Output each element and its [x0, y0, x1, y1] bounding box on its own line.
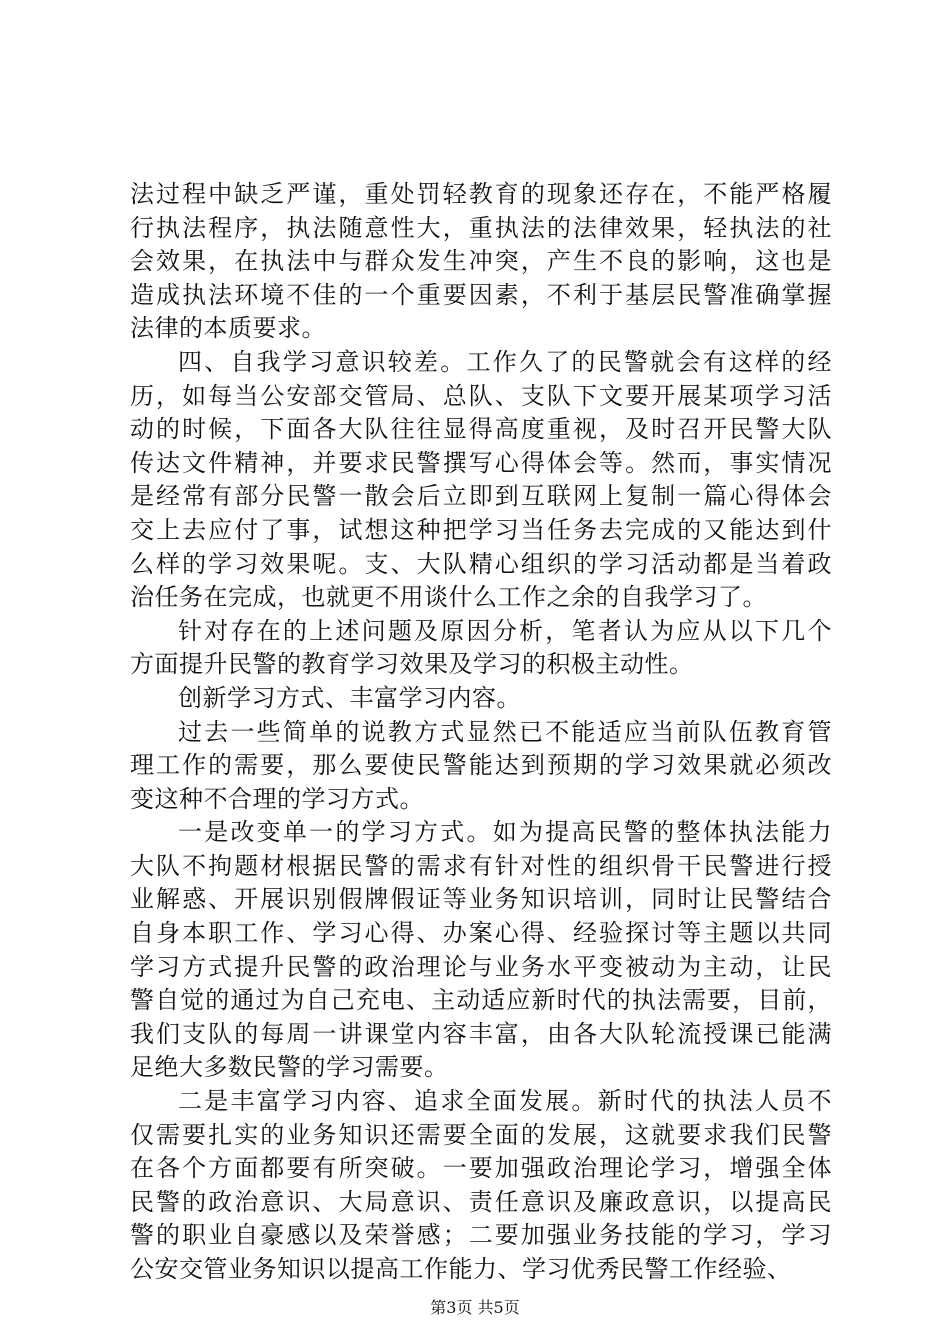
text-line: 民警的政治意识、大局意识、责任意识及廉政意识，以提高民: [130, 1187, 832, 1216]
text-line: 仅需要扎实的业务知识还需要全面的发展，这就要求我们民警: [130, 1120, 832, 1149]
text-line: 学习方式提升民警的政治理论与业务水平变被动为主动，让民: [130, 952, 832, 981]
text-line: 历，如每当公安部交管局、总队、支队下文要开展某项学习活: [130, 381, 832, 410]
text-line: 创新学习方式、丰富学习内容。: [178, 683, 521, 712]
text-line: 会效果，在执法中与群众发生冲突，产生不良的影响，这也是: [130, 247, 832, 276]
text-line: 治任务在完成，也就更不用谈什么工作之余的自我学习了。: [130, 583, 767, 612]
text-line: 大队不拘题材根据民警的需求有针对性的组织骨干民警进行授: [130, 851, 832, 880]
paragraph: [130, 178, 832, 346]
text-line: 法过程中缺乏严谨，重处罚轻教育的现象还存在，不能严格履: [130, 180, 832, 208]
text-line: 四、自我学习意识较差。工作久了的民警就会有这样的经: [178, 347, 832, 376]
paragraph: [130, 615, 832, 682]
document-body: [130, 178, 832, 1287]
text-line: 二是丰富学习内容、追求全面发展。新时代的执法人员不: [178, 1087, 832, 1116]
text-line: 变这种不合理的学习方式。: [130, 784, 424, 813]
text-line: 过去一些简单的说教方式显然已不能适应当前队伍教育管: [178, 717, 832, 746]
text-line: 是经常有部分民警一散会后立即到互联网上复制一篇心得体会: [130, 482, 832, 511]
text-line: 动的时候，下面各大队往往显得高度重视，及时召开民警大队: [130, 415, 832, 444]
text-line: 传达文件精神，并要求民警撰写心得体会等。然而，事实情况: [130, 448, 832, 477]
page-footer: 第3页 共5页: [430, 1298, 520, 1317]
text-line: 交上去应付了事，试想这种把学习当任务去完成的又能达到什: [130, 515, 832, 544]
paragraph: [130, 346, 832, 615]
text-line: 一是改变单一的学习方式。如为提高民警的整体执法能力: [178, 818, 832, 847]
text-line: 我们支队的每周一讲课堂内容丰富，由各大队轮流授课已能满: [130, 1019, 832, 1048]
text-line: 针对存在的上述问题及原因分析，笔者认为应从以下几个: [178, 616, 832, 645]
paragraph: [130, 716, 832, 817]
text-line: 自身本职工作、学习心得、办案心得、经验探讨等主题以共同: [130, 919, 832, 948]
text-line: 业解惑、开展识别假牌假证等业务知识培训，同时让民警结合: [130, 885, 832, 914]
text-line: 理工作的需要，那么要使民警能达到预期的学习效果就必须改: [130, 751, 832, 780]
text-line: 足绝大多数民警的学习需要。: [130, 1053, 449, 1082]
text-line: 行执法程序，执法随意性大，重执法的法律效果，轻执法的社: [130, 213, 832, 242]
text-line: 方面提升民警的教育学习效果及学习的积极主动性。: [130, 650, 694, 679]
text-line: 造成执法环境不佳的一个重要因素，不利于基层民警准确掌握: [130, 280, 832, 309]
text-line: 么样的学习效果呢。支、大队精心组织的学习活动都是当着政: [130, 549, 832, 578]
text-line: 警的职业自豪感以及荣誉感；二要加强业务技能的学习，学习: [130, 1221, 832, 1250]
text-line: 警自觉的通过为自己充电、主动适应新时代的执法需要，目前，: [130, 986, 832, 1015]
paragraph: [130, 682, 832, 716]
paragraph: [130, 1085, 832, 1287]
text-line: 在各个方面都要有所突破。一要加强政治理论学习，增强全体: [130, 1154, 832, 1183]
text-line: 公安交管业务知识以提高工作能力、学习优秀民警工作经验、: [130, 1255, 792, 1283]
text-line: 法律的本质要求。: [130, 314, 326, 343]
paragraph: [130, 816, 832, 1085]
